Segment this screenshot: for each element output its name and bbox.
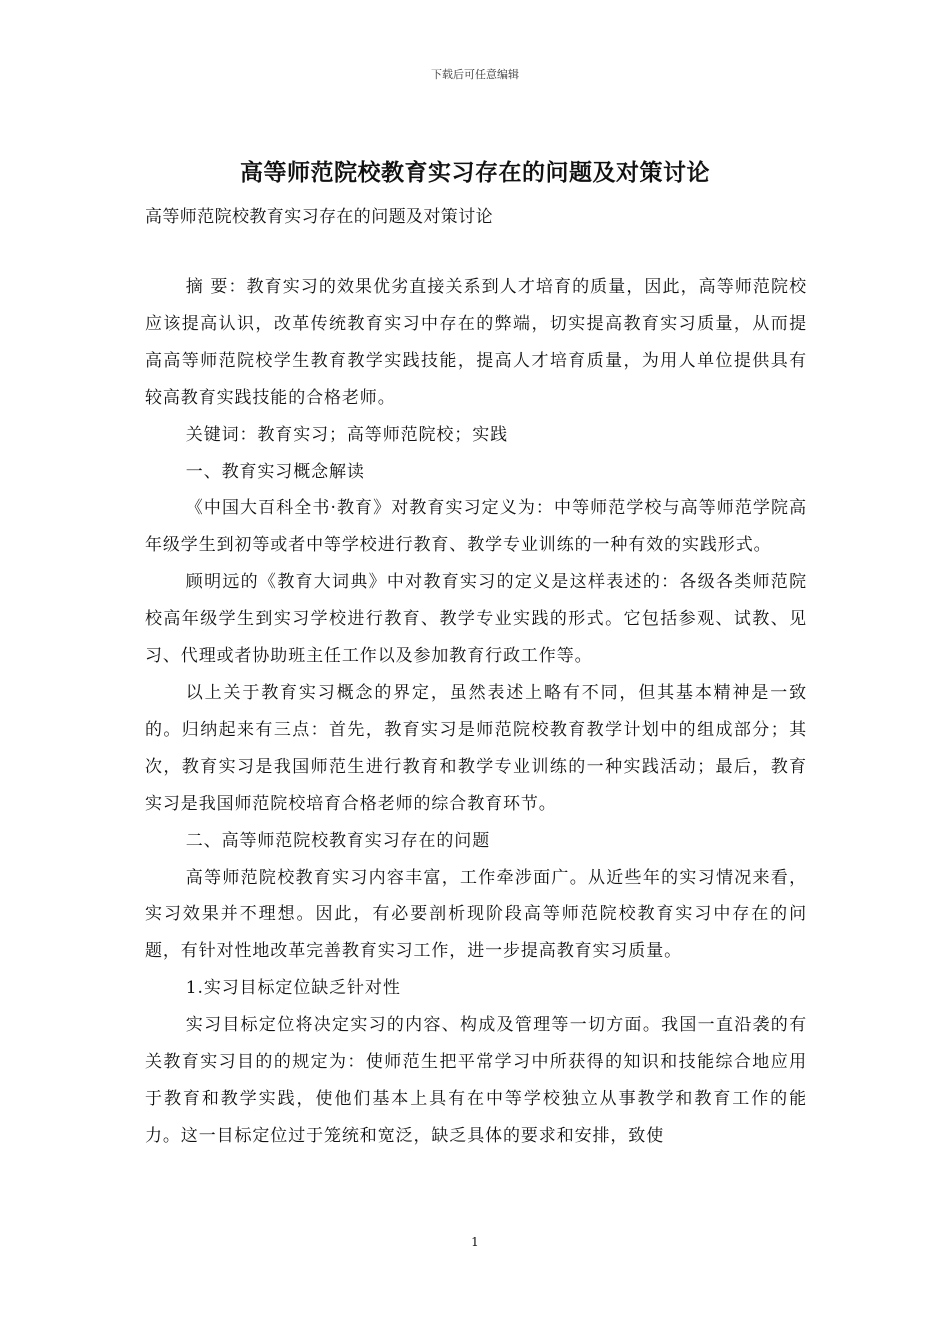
section-heading-2: 二、高等师范院校教育实习存在的问题 [185,830,491,851]
abstract-paragraph: 摘 要：教育实习的效果优劣直接关系到人才培育的质量，因此，高等师范院校应该提高认识，改革传统教育实习中存在的弊端，切实提高教育实习质量，从而提高高等师范院校学生教育教学实践技能，提高人才培育质量，为用人单位提供具有较高教育实践技能的合格老师。 [145,277,807,408]
body-paragraph: 实习目标定位将决定实习的内容、构成及管理等一切方面。我国一直沿袭的有关教育实习目的的规定为：使师范生把平常学习中所获得的知识和技能综合地应用于教育和教学实践，使他们基本上具有在中等学校独立从事教学和教育工作的能力。这一目标定位过于笼统和宽泛，缺乏具体的要求和安排，致使 [145,1015,807,1146]
section-heading-1: 一、教育实习概念解读 [185,461,365,482]
document-subtitle: 高等师范院校教育实习存在的问题及对策讨论 [145,207,493,227]
body-paragraph: 顾明远的《教育大词典》中对教育实习的定义是这样表述的：各级各类师范院校高年级学生到实习学校进行教育、教学专业实践的形式。它包括参观、试教、见习、代理或者协助班主任工作以及参加教育行政工作等。 [145,572,807,667]
keywords-paragraph: 关键词：教育实习；高等师范院校；实践 [185,424,508,445]
body-paragraph: 以上关于教育实习概念的界定，虽然表述上略有不同，但其基本精神是一致的。归纳起来有三点：首先，教育实习是师范院校教育教学计划中的组成部分；其次，教育实习是我国师范生进行教育和教学专业训练的一种实践活动；最后，教育实习是我国师范院校培育合格老师的综合教育环节。 [145,682,807,814]
body-paragraph: 《中国大百科全书·教育》对教育实习定义为：中等师范学校与高等师范学院高年级学生到初等或者中等学校进行教育、教学专业训练的一种有效的实践形式。 [145,498,807,556]
page-header-note: 下载后可任意编辑 [431,68,519,81]
subsection-heading-1: 1.实习目标定位缺乏针对性 [185,978,401,999]
body-paragraph: 高等师范院校教育实习内容丰富，工作牵涉面广。从近些年的实习情况来看，实习效果并不理想。因此，有必要剖析现阶段高等师范院校教育实习中存在的问题，有针对性地改革完善教育实习工作，进一步提高教育实习质量。 [145,867,807,962]
document-title: 高等师范院校教育实习存在的问题及对策讨论 [240,159,710,186]
document-body [145,269,807,1155]
page-number: 1 [471,1235,479,1249]
